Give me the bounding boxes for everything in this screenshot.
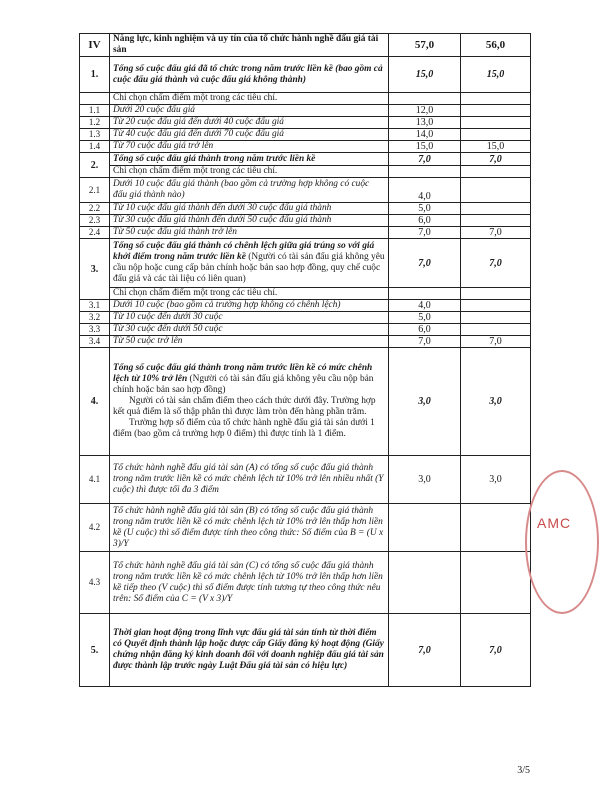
- row-number: 1.1: [80, 105, 110, 117]
- criterion-label: Thời gian hoạt động trong lĩnh vực đấu giá tài sản tính từ thời điểm có Quyết định thành lập hoặc được cấp Giấy đăng ký hoạt động (Giấy chứng nhận đăng ký kinh doanh đối với doanh nghiệp đấu giá tài sản được thành lập trước ngày Luật Đấu giá tài sản có hiệu lực): [113, 628, 384, 671]
- criterion-text: [110, 117, 389, 129]
- row-number: 2.1: [80, 178, 110, 203]
- criterion-text: [110, 153, 389, 166]
- criterion-label: Tổng số cuộc đấu giá đã tổ chức trong năm trước liền kề (bao gồm cả cuộc đấu giá thành và cuộc đấu giá không thành): [113, 63, 383, 85]
- score-cell: [461, 93, 531, 105]
- row-number: 1.3: [80, 129, 110, 141]
- criterion-text: [110, 93, 389, 105]
- row-number: 3.2: [80, 312, 110, 324]
- row-number: 5.: [80, 614, 110, 687]
- criterion-label: Từ 30 cuộc đến dưới 50 cuộc: [113, 324, 223, 334]
- criterion-text: [110, 203, 389, 215]
- criterion-label: Tổ chức hành nghề đấu giá tài sản (B) có tổng số cuộc đấu giá thành trong năm trước liền kề có mức chênh lệch từ 10% trở lên thấp hơn liền kề (U cuộc) thì số điểm được tính theo công thức: Số điểm của B = (U x 3)/Y: [113, 505, 384, 549]
- criterion-text: [110, 215, 389, 227]
- table-row: [80, 203, 531, 215]
- stamp-seal-text: AMC: [537, 515, 572, 531]
- score-cell: 7,0: [461, 153, 531, 166]
- criterion-text: [110, 141, 389, 153]
- criterion-label: Từ 50 cuộc trở lên: [113, 336, 183, 346]
- criterion-label: Dưới 10 cuộc (bao gồm cả trường hợp không có chênh lệch): [113, 300, 341, 310]
- score-cell: 7,0: [461, 227, 531, 239]
- criterion-instruction: Người có tài sản chấm điểm theo cách thức dưới đây. Trường hợp kết quả điểm là số thập phân thì được làm tròn đến hàng phần trăm.: [113, 396, 376, 417]
- table-row: [80, 614, 531, 687]
- max-score-cell: 7,0: [389, 153, 461, 166]
- criterion-note: (Người có tài sản đấu giá không yêu cầu nộp hoặc cung cấp bản chính hoặc bản sao hợp đồng, quy chế cuộc đấu giá và các tài liệu có liên quan): [113, 252, 385, 284]
- page-number: 3/5: [517, 765, 530, 776]
- max-score-cell: 6,0: [389, 215, 461, 227]
- table-row: [80, 324, 531, 336]
- max-score-cell: 3,0: [389, 456, 461, 504]
- table-row: [80, 105, 531, 117]
- criterion-text: [110, 312, 389, 324]
- score-cell: [461, 552, 531, 614]
- criterion-text: [110, 300, 389, 312]
- criterion-text: [110, 239, 389, 288]
- max-score-cell: 7,0: [389, 336, 461, 348]
- criterion-label: Từ 20 cuộc đấu giá đến dưới 40 cuộc đấu giá: [113, 117, 284, 127]
- criterion-label: Chỉ chọn chấm điểm một trong các tiêu chí.: [113, 93, 278, 103]
- criterion-label: Tổng số cuộc đấu giá thành có chênh lệch giữa giá trúng so với giá khởi điểm trong năm trước liền kề: [113, 241, 375, 262]
- max-score-cell: [389, 93, 461, 105]
- score-cell: [461, 105, 531, 117]
- max-score-cell: 4,0: [389, 178, 461, 203]
- score-cell: 3,0: [461, 456, 531, 504]
- max-score-cell: [389, 288, 461, 300]
- criterion-text: [110, 336, 389, 348]
- score-cell: [461, 166, 531, 178]
- criterion-text: [110, 348, 389, 456]
- max-score-cell: [389, 166, 461, 178]
- max-score-cell: 7,0: [389, 239, 461, 288]
- row-number: [80, 93, 110, 105]
- criterion-label: Tổ chức hành nghề đấu giá tài sản (C) có tổng số cuộc đấu giá thành trong năm trước liền kề có mức chênh lệch từ 10% trở lên thấp hơn liền kề tiếp theo (V cuộc) thì số điểm được tính tương tự theo công thức nêu trên: Số điểm của C = (V x 3)/Y: [113, 560, 383, 604]
- score-cell: [461, 504, 531, 552]
- max-score-cell: [389, 552, 461, 614]
- table-row: [80, 166, 531, 178]
- criterion-label: Từ 50 cuộc đấu giá thành trở lên: [113, 227, 237, 237]
- table-row: [80, 288, 531, 300]
- score-cell: 3,0: [461, 348, 531, 456]
- criterion-label: Từ 70 cuộc đấu giá trở lên: [113, 141, 214, 151]
- row-number: 2.3: [80, 215, 110, 227]
- stamp-seal: [525, 470, 599, 614]
- criterion-text: [110, 57, 389, 93]
- score-cell: [461, 203, 531, 215]
- table-row: [80, 153, 531, 166]
- criterion-text: [110, 504, 389, 552]
- criterion-text: [110, 614, 389, 687]
- table-row: [80, 117, 531, 129]
- row-number: 4.2: [80, 504, 110, 552]
- criterion-text: [110, 34, 389, 57]
- score-cell: [461, 300, 531, 312]
- criteria-table-body: [80, 34, 531, 687]
- table-row: [80, 348, 531, 456]
- criterion-label: Tổ chức hành nghề đấu giá tài sản (A) có tổng số cuộc đấu giá thành trong năm trước liền kề có mức chênh lệch từ 10% trở lên nhiều nhất (Y cuộc) thì được tối đa 3 điểm: [113, 463, 384, 495]
- max-score-cell: 3,0: [389, 348, 461, 456]
- row-number: 2.4: [80, 227, 110, 239]
- table-row: [80, 552, 531, 614]
- row-number: 3.4: [80, 336, 110, 348]
- table-row: [80, 129, 531, 141]
- criterion-note: (Người có tài sản đấu giá không yêu cầu nộp bản chính hoặc bản sao hợp đồng): [113, 374, 374, 395]
- row-number: 1.: [80, 57, 110, 93]
- max-score-cell: 4,0: [389, 300, 461, 312]
- criterion-text: [110, 178, 389, 203]
- score-cell: 56,0: [461, 34, 531, 57]
- table-row: [80, 504, 531, 552]
- max-score-cell: 15,0: [389, 57, 461, 93]
- table-row: [80, 57, 531, 93]
- score-cell: [461, 324, 531, 336]
- row-number: 3.: [80, 239, 110, 300]
- score-cell: 15,0: [461, 57, 531, 93]
- score-cell: 15,0: [461, 141, 531, 153]
- criterion-label: Từ 40 cuộc đấu giá đến dưới 70 cuộc đấu giá: [113, 129, 284, 139]
- table-row: [80, 34, 531, 57]
- row-number: 4.3: [80, 552, 110, 614]
- score-cell: 7,0: [461, 239, 531, 288]
- score-cell: [461, 117, 531, 129]
- criterion-text: [110, 129, 389, 141]
- criterion-label: Từ 10 cuộc đấu giá thành đến dưới 30 cuộc đấu giá thành: [113, 203, 332, 213]
- row-number: 1.4: [80, 141, 110, 153]
- max-score-cell: 57,0: [389, 34, 461, 57]
- table-row: [80, 336, 531, 348]
- score-cell: [461, 288, 531, 300]
- score-cell: [461, 178, 531, 203]
- criterion-label: Từ 10 cuộc đến dưới 30 cuộc: [113, 312, 223, 322]
- criterion-label: Năng lực, kinh nghiệm và uy tín của tổ chức hành nghề đấu giá tài sản: [113, 34, 379, 55]
- score-cell: [461, 312, 531, 324]
- row-number: IV: [80, 34, 110, 57]
- row-number: 4.1: [80, 456, 110, 504]
- table-row: [80, 300, 531, 312]
- max-score-cell: 6,0: [389, 324, 461, 336]
- table-row: [80, 215, 531, 227]
- max-score-cell: 14,0: [389, 129, 461, 141]
- max-score-cell: 5,0: [389, 312, 461, 324]
- criterion-text: [110, 105, 389, 117]
- criterion-label: Tổng số cuộc đấu giá thành trong năm trước liền kề: [113, 153, 316, 164]
- table-row: [80, 93, 531, 105]
- criterion-label: Từ 30 cuộc đấu giá thành đến dưới 50 cuộc đấu giá thành: [113, 215, 332, 225]
- criterion-label: Dưới 10 cuộc đấu giá thành (bao gồm cả trường hợp không có cuộc đấu giá thành nào): [113, 179, 370, 200]
- score-cell: 7,0: [461, 614, 531, 687]
- criterion-label: Tổng số cuộc đấu giá thành trong năm trước liền kề có mức chênh lệch từ 10% trở lên: [113, 363, 373, 384]
- max-score-cell: 15,0: [389, 141, 461, 153]
- criterion-label: Chỉ chọn chấm điểm một trong các tiêu chí.: [113, 166, 278, 176]
- max-score-cell: 12,0: [389, 105, 461, 117]
- table-row: [80, 312, 531, 324]
- table-row: [80, 178, 531, 203]
- table-row: [80, 141, 531, 153]
- criterion-label: Chỉ chọn chấm điểm một trong các tiêu chí.: [113, 288, 278, 298]
- table-row: [80, 239, 531, 288]
- criterion-instruction: Trường hợp số điểm của tổ chức hành nghề đấu giá tài sản dưới 1 điểm (bao gồm cả trường hợp 0 điểm) thì được tính là 1 điểm.: [113, 418, 375, 439]
- max-score-cell: 7,0: [389, 227, 461, 239]
- score-cell: [461, 129, 531, 141]
- max-score-cell: 7,0: [389, 614, 461, 687]
- row-number: 2.2: [80, 203, 110, 215]
- row-number: 4.: [80, 348, 110, 456]
- table-row: [80, 227, 531, 239]
- criteria-table: [79, 33, 531, 687]
- criterion-label: Dưới 20 cuộc đấu giá: [113, 105, 195, 115]
- criterion-text: [110, 288, 389, 300]
- table-row: [80, 456, 531, 504]
- max-score-cell: 5,0: [389, 203, 461, 215]
- row-number: 3.1: [80, 300, 110, 312]
- score-cell: [461, 215, 531, 227]
- max-score-cell: [389, 504, 461, 552]
- criterion-text: [110, 456, 389, 504]
- criterion-text: [110, 166, 389, 178]
- criterion-text: [110, 324, 389, 336]
- row-number: 1.2: [80, 117, 110, 129]
- max-score-cell: 13,0: [389, 117, 461, 129]
- criterion-text: [110, 227, 389, 239]
- criterion-text: [110, 552, 389, 614]
- score-cell: 7,0: [461, 336, 531, 348]
- row-number: 2.: [80, 153, 110, 178]
- row-number: 3.3: [80, 324, 110, 336]
